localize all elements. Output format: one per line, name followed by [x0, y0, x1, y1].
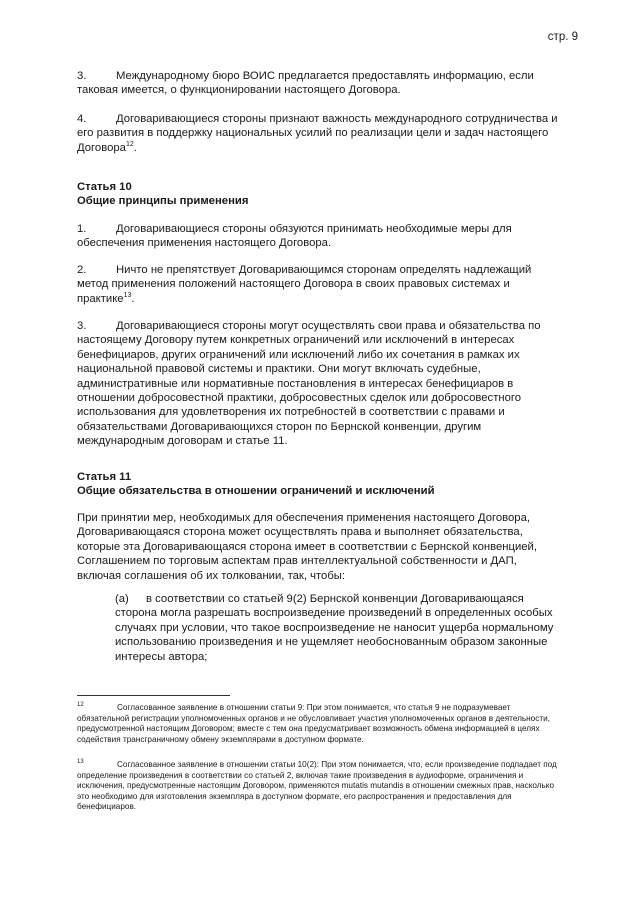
para-text: Договаривающиеся стороны обязуются принимать необходимые меры для обеспечения применения настоящего Договора. — [77, 223, 512, 250]
art10-para-2 — [77, 263, 560, 306]
footnote-13: $^{13}$ Согласованное заявление в отношении статьи 10(2): При этом понимается, что, если произведение подпадает под определение произведения в соответствии со статьей 2, включая такие произведения в аудиоформе, ограничения и исключения, предусмотренные настоящим Договором, применяются mutatis mutandis в отношении смежных прав, насколько это необходимо для изготовления экземпляра в доступном формате, его распространения и предоставления для бенефициаров. — [77, 759, 557, 812]
para-text: Договаривающиеся стороны могут осуществлять свои права и обязательства по настоящему Договору путем конкретных ограничений или исключений в интересах бенефициаров, других ограничений или исключений либо их сочетания в рамках их национальной правовой системы и практики. Они могут включать судебные, административные или нормативные постановления в интересах бенефициаров в отношении добросовестной практики, добросовестных сделок или добросовестного использования для удовлетворения их потребностей в соответствии с правами и обязательствами Договаривающихся сторон по Бернской конвенции, другим международным договорам и статье 11. — [77, 320, 541, 448]
footnote-12: $^{12}$ Согласованное заявление в отношении статьи 9: При этом понимается, что статья 9 не подразумевает обязательной регистрации уполномоченных органов и не обусловливает участия уполномоченных органов в деятельности, предусмотренной настоящим Договором; вместе с тем она предусматривает возможность обмена информацией в целях содействия трансграничному обмену экземплярами в доступном формате. — [77, 702, 550, 744]
para-number: 2. — [77, 264, 87, 276]
art11-intro — [77, 511, 560, 583]
para-number: 1. — [77, 223, 87, 235]
article-10-subtitle: Общие принципы применения — [77, 195, 249, 208]
art9-para-3 — [77, 69, 560, 98]
footnote-ref-12[interactable]: 12 — [125, 141, 134, 149]
para-end: . — [133, 141, 137, 154]
article-11-subtitle: Общие обязательства в отношении ограничений и исключений — [77, 485, 435, 498]
art9-para-4 — [77, 112, 560, 155]
para-text: Международному бюро ВОИС предлагается предоставлять информацию, если таковая имеется, о функционировании настоящего Договора. — [77, 70, 534, 97]
para-number: 3. — [77, 70, 87, 82]
subpara-label: (a) — [115, 593, 129, 605]
footnote-text: Согласованное заявление в отношении статьи 10(2): При этом понимается, что, если произведение подпадает под определение произведения в соответствии со статьей 2, включая такие произведения в аудиоформе, ограничения и исключения, предусмотренные настоящим Договором, применяются mutatis mutandis в отношении смежных прав, насколько это необходимо для изготовления экземпляра в доступном формате, его распространения и предоставления для бенефициаров. — [77, 760, 557, 812]
subpara-text: в соответствии со статьей 9(2) Бернской конвенции Договаривающаяся сторона могла разрешать воспроизведение произведений в определенных особых случаях при условии, что такое воспроизведение не наносит ущерба нормальному использованию произведения и не ущемляет необоснованным образом законные интересы автора; — [115, 593, 554, 663]
page-number: стр. 9 — [547, 31, 578, 43]
footnote-separator — [77, 695, 230, 696]
footnote-ref-13[interactable]: 13 — [123, 292, 132, 300]
para-number: 4. — [77, 113, 87, 125]
art11-subpara-a — [77, 592, 560, 664]
art10-para-1 — [77, 222, 560, 251]
para-text: Ничто не препятствует Договаривающимся сторонам определять надлежащий метод применения положений настоящего Договора в своих правовых системах и практике — [77, 264, 532, 305]
para-text: Договаривающиеся стороны признают важность международного сотрудничества и его развития в поддержку национальных усилий по реализации цели и задач настоящего Договора — [77, 113, 558, 154]
article-10-title: Статья 10 — [77, 181, 132, 193]
para-number: 3. — [77, 320, 87, 332]
art10-para-3 — [77, 319, 560, 449]
para-end: . — [131, 292, 135, 305]
para-text: При принятии мер, необходимых для обеспечения применения настоящего Договора, Договаривающаяся сторона может осуществлять права и выполняет обязательства, которые эта Договаривающаяся сторона имеет в соответствии с Бернской конвенцией, Соглашением по торговым аспектам прав интеллектуальной собственности и ДАП, включая соглашения об их толковании, так, чтобы: — [77, 512, 537, 582]
article-11-title: Статья 11 — [77, 471, 132, 483]
article-11-heading — [77, 470, 560, 499]
footnote-text: Согласованное заявление в отношении статьи 9: При этом понимается, что статья 9 не подразумевает обязательной регистрации уполномоченных органов и не обусловливает участия уполномоченных органов в деятельности, предусмотренной настоящим Договором; вместе с тем она предусматривает возможность обмена информацией в целях содействия трансграничному обмену экземплярами в доступном формате. — [77, 703, 550, 744]
article-10-heading — [77, 180, 560, 209]
